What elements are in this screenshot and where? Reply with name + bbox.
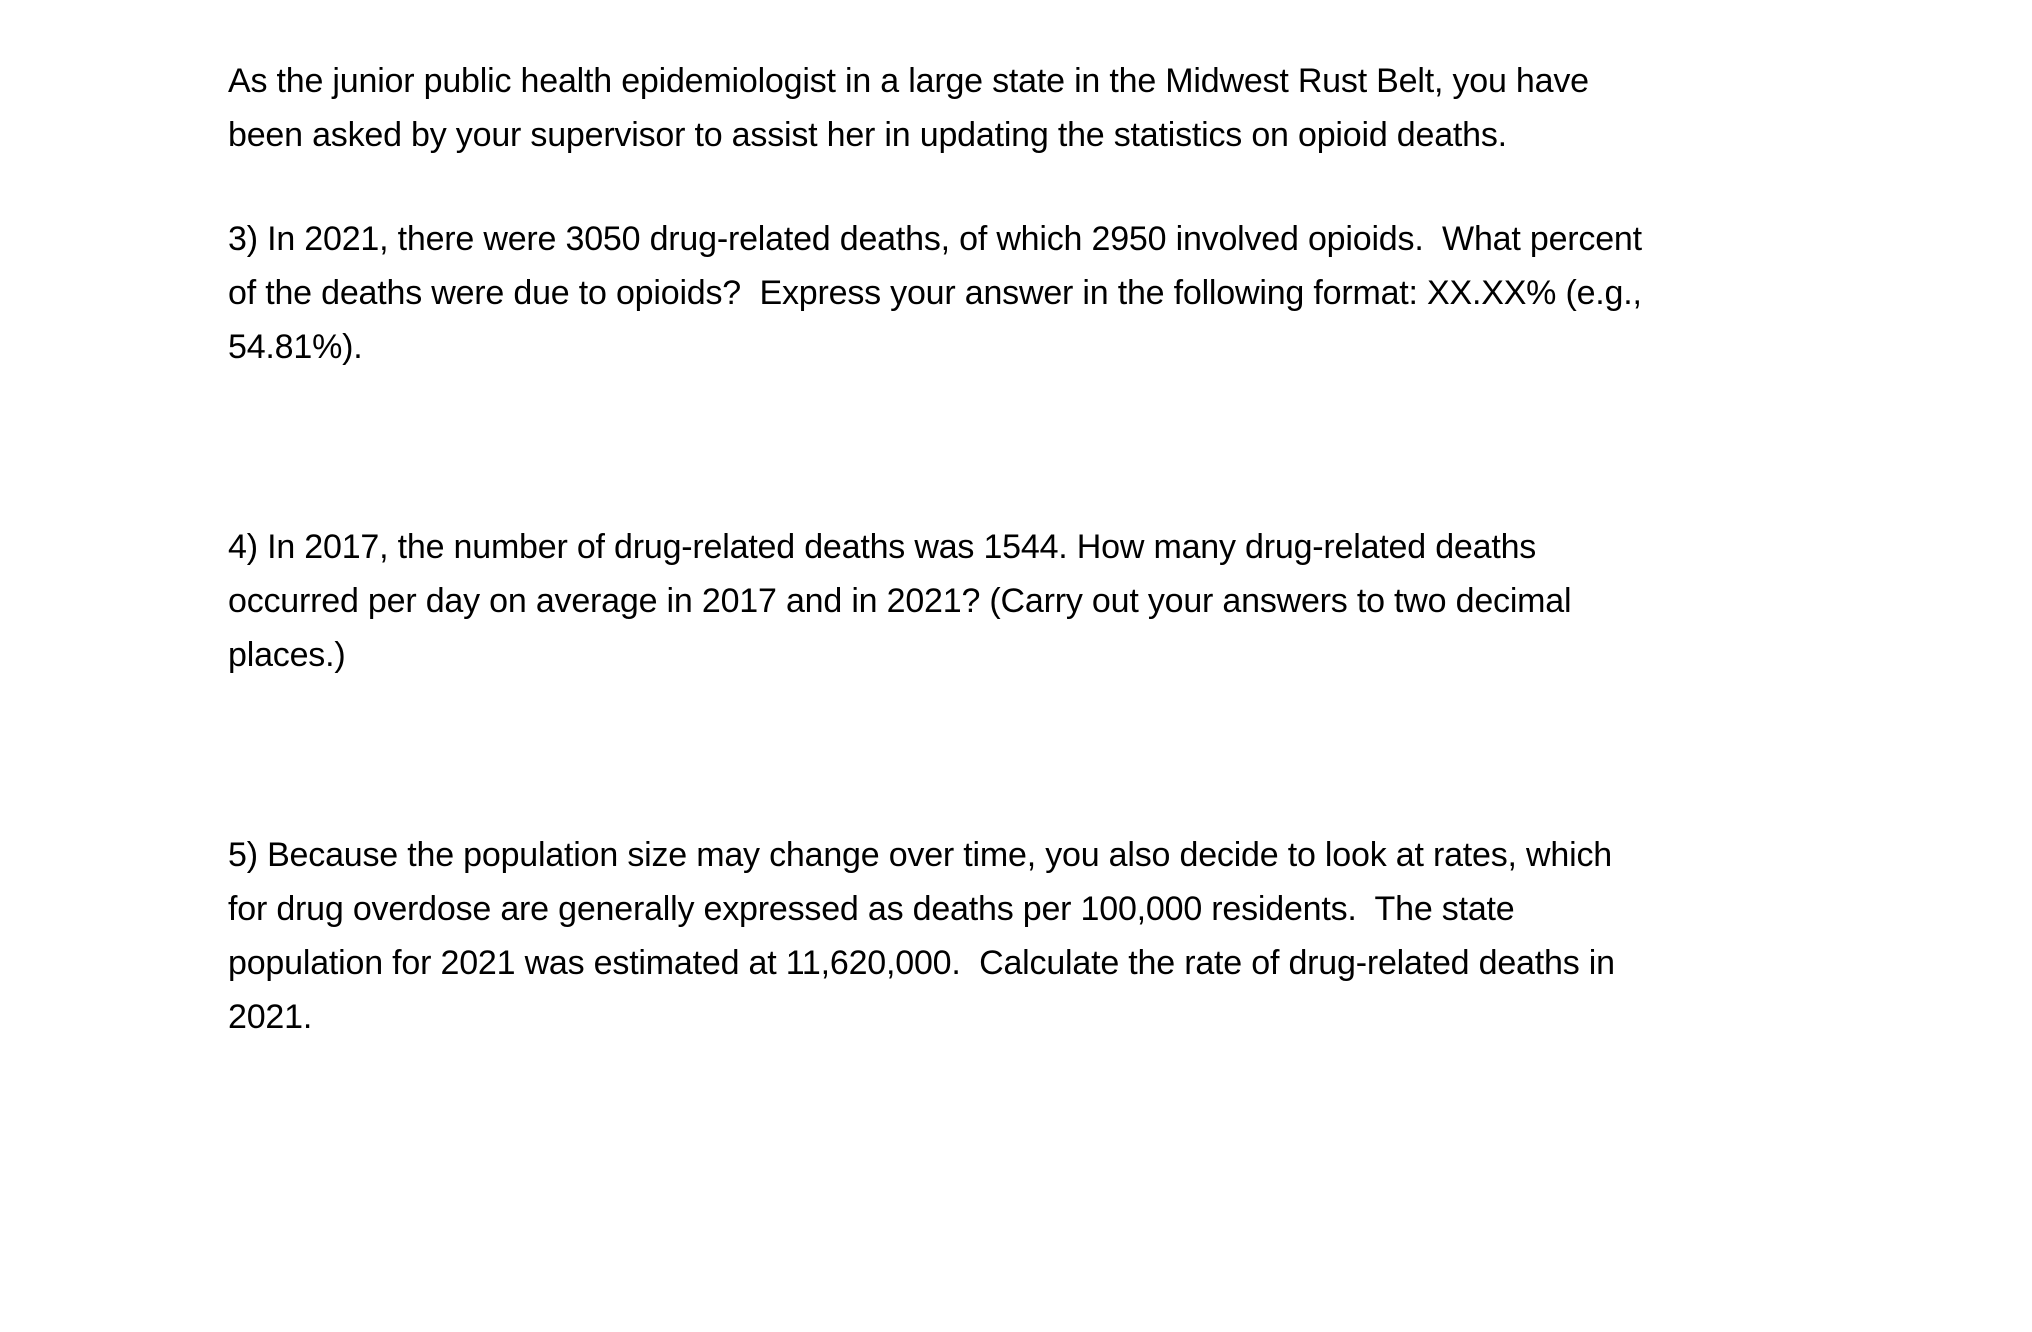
intro-paragraph <box>228 54 1928 162</box>
question-4-line-1: 4) In 2017, the number of drug-related deaths was 1544. How many drug-related deaths <box>228 528 1537 566</box>
question-5-line-3: population for 2021 was estimated at 11,620,000. Calculate the rate of drug-related deaths in <box>228 944 1615 982</box>
question-3-line-2: of the deaths were due to opioids? Express your answer in the following format: XX.XX% (e.g., <box>228 274 1642 312</box>
intro-line-1: As the junior public health epidemiologist in a large state in the Midwest Rust Belt, you have <box>228 62 1589 100</box>
document-body <box>228 54 1928 1044</box>
intro-line-2: been asked by your supervisor to assist her in updating the statistics on opioid deaths. <box>228 116 1507 154</box>
question-5-line-2: for drug overdose are generally expressed as deaths per 100,000 residents. The state <box>228 890 1515 928</box>
question-5 <box>228 828 1928 1044</box>
question-3 <box>228 212 1928 374</box>
question-3-line-1: 3) In 2021, there were 3050 drug-related deaths, of which 2950 involved opioids. What percent <box>228 220 1642 258</box>
question-5-line-1: 5) Because the population size may change over time, you also decide to look at rates, which <box>228 836 1612 874</box>
question-3-line-3: 54.81%). <box>228 328 363 366</box>
question-4 <box>228 520 1928 682</box>
question-4-line-3: places.) <box>228 636 346 674</box>
question-4-line-2: occurred per day on average in 2017 and in 2021? (Carry out your answers to two decimal <box>228 582 1572 620</box>
question-5-line-4: 2021. <box>228 998 313 1036</box>
